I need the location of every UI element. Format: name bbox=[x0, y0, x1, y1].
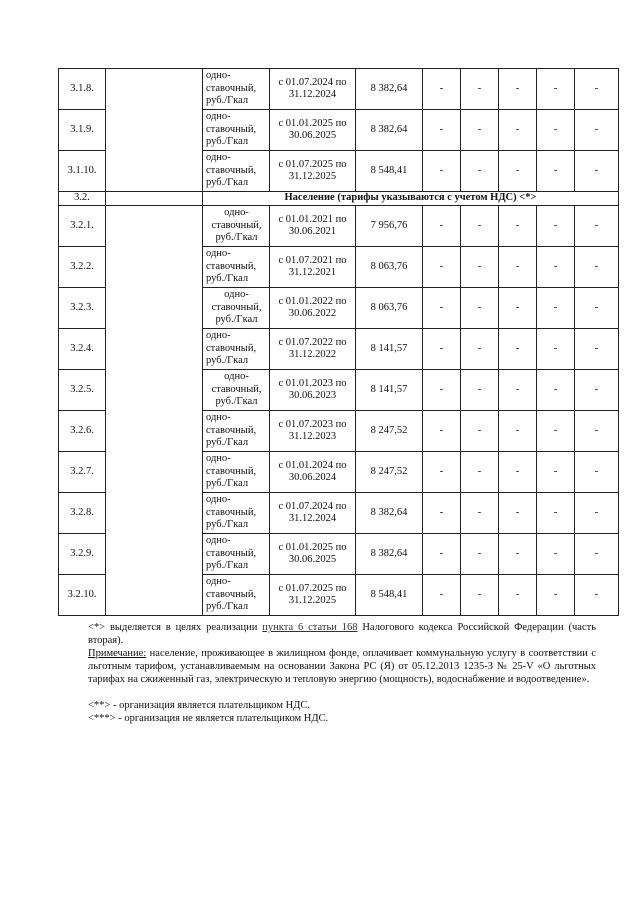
tariff-value: 8 247,52 bbox=[356, 452, 423, 493]
empty-value-dash: - bbox=[423, 206, 461, 247]
empty-value-dash: - bbox=[537, 493, 575, 534]
row-number: 3.2.8. bbox=[59, 493, 106, 534]
empty-value-dash: - bbox=[461, 247, 499, 288]
empty-value-dash: - bbox=[537, 151, 575, 192]
empty-value-dash: - bbox=[575, 288, 619, 329]
empty-value-dash: - bbox=[423, 247, 461, 288]
remark-paragraph bbox=[88, 647, 596, 686]
remark-text: население, проживающее в жилищном фонде, оплачивает коммунальную услугу в соответствии с льготным тарифом, устанавливаемым на основании Закона РС (Я) от 05.12.2013 1235-З № 25-V «О льготных тарифах на сжиженный газ, электрическую и тепловую энергию (мощность), водоснабжение и водоотведение». bbox=[88, 648, 596, 685]
empty-value-dash: - bbox=[537, 206, 575, 247]
empty-value-dash: - bbox=[461, 493, 499, 534]
rate-type: одно-ставочный, руб./Гкал bbox=[203, 493, 270, 534]
tariff-period: с 01.07.2023 по 31.12.2023 bbox=[270, 411, 356, 452]
footnote-vat bbox=[88, 621, 596, 647]
empty-value-dash: - bbox=[423, 288, 461, 329]
empty-value-dash: - bbox=[499, 575, 537, 616]
empty-value-dash: - bbox=[423, 110, 461, 151]
tariff-value: 8 382,64 bbox=[356, 110, 423, 151]
empty-value-dash: - bbox=[423, 370, 461, 411]
empty-value-dash: - bbox=[537, 288, 575, 329]
organization-cell bbox=[106, 69, 203, 192]
table-row bbox=[59, 69, 619, 110]
rate-type: одно-ставочный, руб./Гкал bbox=[203, 110, 270, 151]
empty-value-dash: - bbox=[575, 411, 619, 452]
organization-cell bbox=[106, 206, 203, 616]
empty-value-dash: - bbox=[537, 110, 575, 151]
tariff-period: с 01.07.2025 по 31.12.2025 bbox=[270, 575, 356, 616]
section-row bbox=[59, 192, 619, 206]
empty-value-dash: - bbox=[537, 370, 575, 411]
tariff-value: 8 141,57 bbox=[356, 370, 423, 411]
empty-value-dash: - bbox=[499, 452, 537, 493]
tariff-value: 8 382,64 bbox=[356, 493, 423, 534]
tariff-period: с 01.07.2024 по 31.12.2024 bbox=[270, 69, 356, 110]
empty-value-dash: - bbox=[575, 110, 619, 151]
tariff-period: с 01.07.2021 по 31.12.2021 bbox=[270, 247, 356, 288]
empty-value-dash: - bbox=[499, 69, 537, 110]
empty-value-dash: - bbox=[575, 575, 619, 616]
rate-type: одно-ставочный, руб./Гкал bbox=[203, 370, 270, 411]
tariff-value: 8 141,57 bbox=[356, 329, 423, 370]
empty-value-dash: - bbox=[499, 151, 537, 192]
footnote-marker: <*> bbox=[88, 622, 106, 633]
empty-value-dash: - bbox=[423, 329, 461, 370]
table-row bbox=[59, 206, 619, 247]
tariff-period: с 01.01.2021 по 30.06.2021 bbox=[270, 206, 356, 247]
vat-nonpayer-note: <***> - организация не является плательщиком НДС. bbox=[88, 713, 329, 724]
empty-value-dash: - bbox=[575, 151, 619, 192]
empty-value-dash: - bbox=[461, 288, 499, 329]
tariff-period: с 01.01.2025 по 30.06.2025 bbox=[270, 534, 356, 575]
empty-value-dash: - bbox=[423, 534, 461, 575]
empty-value-dash: - bbox=[575, 534, 619, 575]
row-number: 3.2.5. bbox=[59, 370, 106, 411]
empty-value-dash: - bbox=[537, 411, 575, 452]
notes-block bbox=[88, 621, 596, 725]
empty-value-dash: - bbox=[537, 329, 575, 370]
tariff-table bbox=[58, 68, 619, 616]
row-number: 3.2.10. bbox=[59, 575, 106, 616]
row-number: 3.2.3. bbox=[59, 288, 106, 329]
tax-code-link[interactable]: пункта 6 статьи 168 bbox=[262, 622, 358, 633]
empty-value-dash: - bbox=[575, 206, 619, 247]
table-body-3-1 bbox=[59, 69, 619, 192]
tariff-value: 8 548,41 bbox=[356, 575, 423, 616]
empty-value-dash: - bbox=[423, 452, 461, 493]
empty-value-dash: - bbox=[575, 329, 619, 370]
empty-value-dash: - bbox=[499, 370, 537, 411]
section-title: Население (тарифы указываются с учетом НДС) <*> bbox=[203, 192, 619, 206]
rate-type: одно-ставочный, руб./Гкал bbox=[203, 411, 270, 452]
empty-value-dash: - bbox=[499, 247, 537, 288]
tariff-period: с 01.01.2025 по 30.06.2025 bbox=[270, 110, 356, 151]
empty-value-dash: - bbox=[423, 151, 461, 192]
tariff-period: с 01.01.2023 по 30.06.2023 bbox=[270, 370, 356, 411]
rate-type: одно-ставочный, руб./Гкал bbox=[203, 247, 270, 288]
empty-value-dash: - bbox=[461, 151, 499, 192]
row-number: 3.2.1. bbox=[59, 206, 106, 247]
tariff-value: 8 063,76 bbox=[356, 288, 423, 329]
empty-value-dash: - bbox=[575, 69, 619, 110]
tariff-period: с 01.07.2024 по 31.12.2024 bbox=[270, 493, 356, 534]
table-body-3-2 bbox=[59, 192, 619, 616]
row-number: 3.1.8. bbox=[59, 69, 106, 110]
section-empty-cell bbox=[106, 192, 203, 206]
tariff-value: 8 382,64 bbox=[356, 534, 423, 575]
tariff-period: с 01.01.2022 по 30.06.2022 bbox=[270, 288, 356, 329]
tariff-period: с 01.07.2025 по 31.12.2025 bbox=[270, 151, 356, 192]
empty-value-dash: - bbox=[423, 575, 461, 616]
empty-value-dash: - bbox=[499, 534, 537, 575]
vat-payer-note: <**> - организация является плательщиком НДС. bbox=[88, 700, 310, 711]
empty-value-dash: - bbox=[537, 452, 575, 493]
empty-value-dash: - bbox=[423, 69, 461, 110]
tariff-period: с 01.01.2024 по 30.06.2024 bbox=[270, 452, 356, 493]
rate-type: одно-ставочный, руб./Гкал bbox=[203, 534, 270, 575]
rate-type: одно-ставочный, руб./Гкал bbox=[203, 329, 270, 370]
empty-value-dash: - bbox=[575, 493, 619, 534]
rate-type: одно-ставочный, руб./Гкал bbox=[203, 206, 270, 247]
empty-value-dash: - bbox=[575, 452, 619, 493]
footnote-text-end: Налогового кодекса Российской Федерации (часть вторая). bbox=[88, 622, 597, 646]
empty-value-dash: - bbox=[537, 575, 575, 616]
empty-value-dash: - bbox=[461, 206, 499, 247]
empty-value-dash: - bbox=[499, 329, 537, 370]
row-number: 3.2.9. bbox=[59, 534, 106, 575]
row-number: 3.1.10. bbox=[59, 151, 106, 192]
rate-type: одно-ставочный, руб./Гкал bbox=[203, 288, 270, 329]
empty-value-dash: - bbox=[461, 69, 499, 110]
empty-value-dash: - bbox=[461, 110, 499, 151]
empty-value-dash: - bbox=[461, 370, 499, 411]
empty-value-dash: - bbox=[499, 110, 537, 151]
empty-value-dash: - bbox=[499, 493, 537, 534]
empty-value-dash: - bbox=[537, 69, 575, 110]
empty-value-dash: - bbox=[461, 329, 499, 370]
tariff-value: 8 063,76 bbox=[356, 247, 423, 288]
remark-label: Примечание: bbox=[88, 648, 147, 659]
tariff-value: 7 956,76 bbox=[356, 206, 423, 247]
section-number: 3.2. bbox=[59, 192, 106, 206]
empty-value-dash: - bbox=[461, 534, 499, 575]
empty-value-dash: - bbox=[499, 288, 537, 329]
empty-value-dash: - bbox=[537, 534, 575, 575]
rate-type: одно-ставочный, руб./Гкал bbox=[203, 151, 270, 192]
empty-value-dash: - bbox=[537, 247, 575, 288]
tariff-value: 8 382,64 bbox=[356, 69, 423, 110]
empty-value-dash: - bbox=[461, 452, 499, 493]
rate-type: одно-ставочный, руб./Гкал bbox=[203, 452, 270, 493]
row-number: 3.1.9. bbox=[59, 110, 106, 151]
empty-value-dash: - bbox=[575, 370, 619, 411]
row-number: 3.2.4. bbox=[59, 329, 106, 370]
row-number: 3.2.6. bbox=[59, 411, 106, 452]
empty-value-dash: - bbox=[423, 493, 461, 534]
empty-value-dash: - bbox=[575, 247, 619, 288]
empty-value-dash: - bbox=[461, 411, 499, 452]
tariff-period: с 01.07.2022 по 31.12.2022 bbox=[270, 329, 356, 370]
row-number: 3.2.2. bbox=[59, 247, 106, 288]
tariff-value: 8 247,52 bbox=[356, 411, 423, 452]
tariff-value: 8 548,41 bbox=[356, 151, 423, 192]
empty-value-dash: - bbox=[423, 411, 461, 452]
row-number: 3.2.7. bbox=[59, 452, 106, 493]
empty-value-dash: - bbox=[499, 206, 537, 247]
rate-type: одно-ставочный, руб./Гкал bbox=[203, 69, 270, 110]
rate-type: одно-ставочный, руб./Гкал bbox=[203, 575, 270, 616]
empty-value-dash: - bbox=[499, 411, 537, 452]
empty-value-dash: - bbox=[461, 575, 499, 616]
footnote-text: выделяется в целях реализации bbox=[105, 622, 263, 633]
